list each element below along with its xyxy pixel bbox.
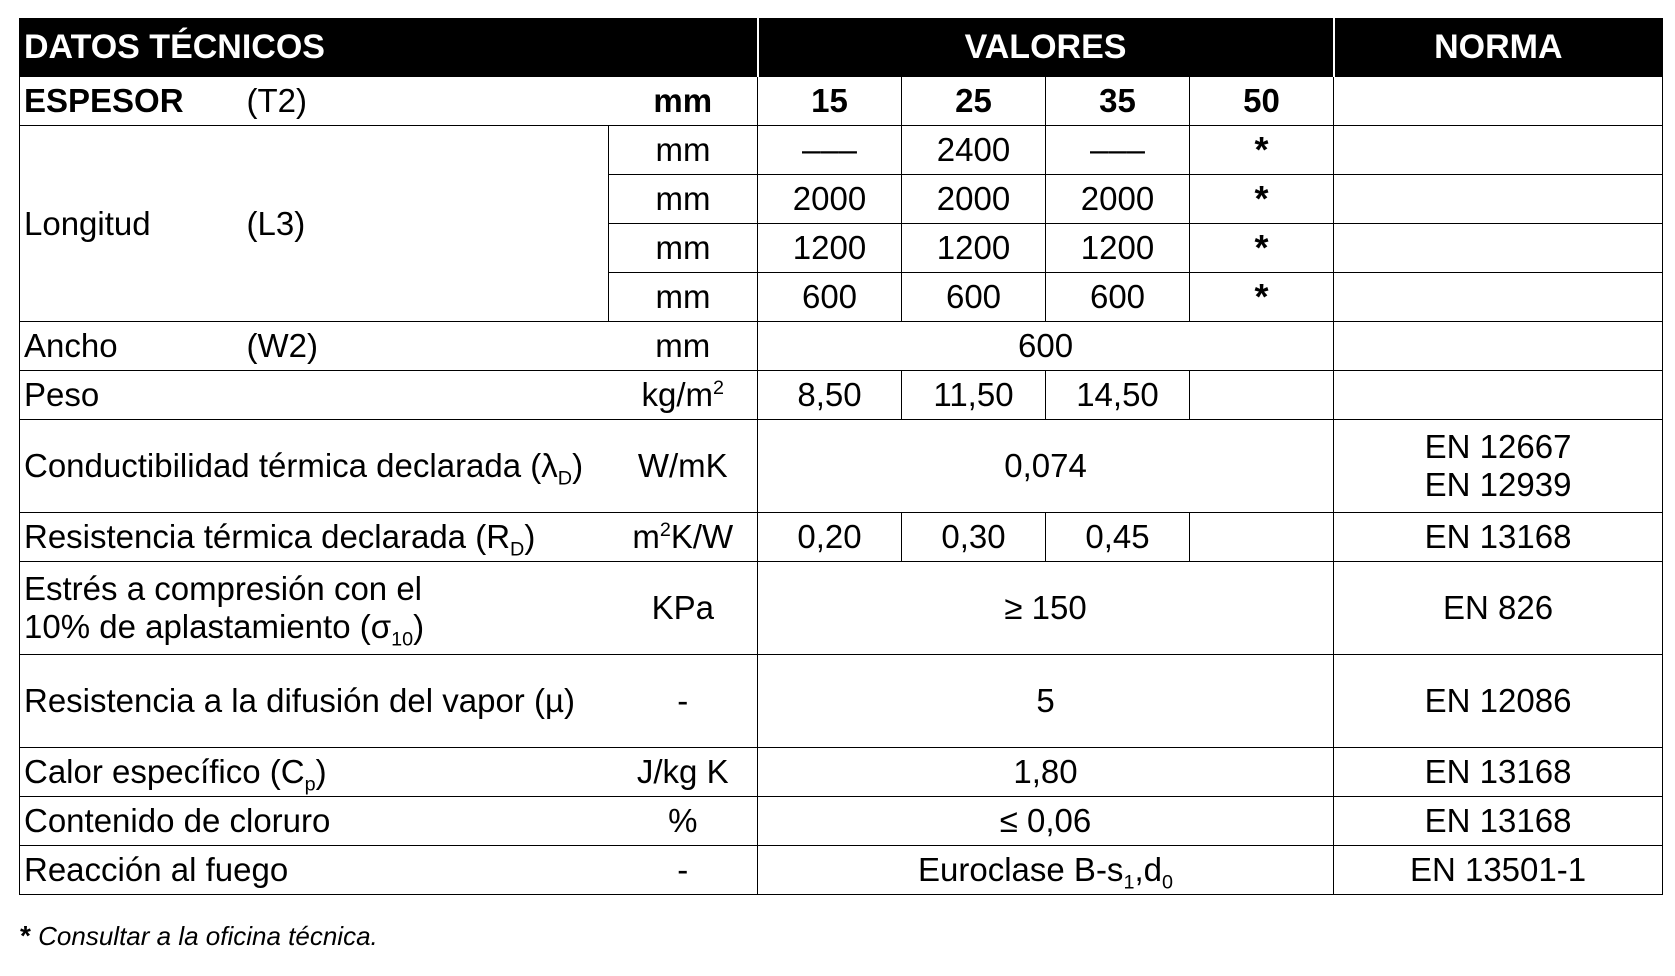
cloruro-label: Contenido de cloruro: [20, 797, 609, 846]
resistencia-termica-value: [1190, 513, 1334, 562]
longitud-value: 2400: [902, 126, 1046, 175]
compresion-label: Estrés a compresión con el 10% de aplastamiento $(\sigma_{10})$: [20, 562, 609, 655]
calor-label: Calor específico $(C_p)$: [20, 748, 609, 797]
technical-data-table: [19, 18, 1663, 895]
resistencia-termica-unit: $m^2K/W$: [609, 513, 758, 562]
longitud-code: (L3): [243, 126, 609, 322]
ancho-unit: mm: [609, 322, 758, 371]
longitud-value: *: [1190, 126, 1334, 175]
resistencia-termica-row: [20, 513, 1663, 562]
espesor-value: 35: [1046, 77, 1190, 126]
ancho-norma: [1334, 322, 1663, 371]
header-valores: VALORES: [758, 19, 1334, 77]
compresion-value: ≥ 150: [758, 562, 1334, 655]
resistencia-termica-value: 0,20: [758, 513, 902, 562]
compresion-norma: EN 826: [1334, 562, 1663, 655]
longitud-norma: [1334, 126, 1663, 175]
header-row: [20, 19, 1663, 77]
longitud-value: *: [1190, 175, 1334, 224]
ancho-code: (W2): [243, 322, 609, 371]
fuego-value: Euroclase $B-s_1,d_0$: [758, 846, 1334, 895]
conductibilidad-unit: W/mK: [609, 420, 758, 513]
peso-value: [1190, 371, 1334, 420]
longitud-value: 2000: [758, 175, 902, 224]
resistencia-termica-value: 0,30: [902, 513, 1046, 562]
longitud-norma: [1334, 273, 1663, 322]
longitud-value: *: [1190, 273, 1334, 322]
conductibilidad-norma: EN 12667 EN 12939: [1334, 420, 1663, 513]
longitud-value: 2000: [1046, 175, 1190, 224]
header-datos: DATOS TÉCNICOS: [20, 19, 758, 77]
vapor-row: [20, 655, 1663, 748]
fuego-unit: -: [609, 846, 758, 895]
espesor-unit: mm: [609, 77, 758, 126]
fuego-label: Reacción al fuego: [20, 846, 609, 895]
espesor-label: ESPESOR: [20, 77, 243, 126]
calor-unit: J/kg K: [609, 748, 758, 797]
conductibilidad-row: [20, 420, 1663, 513]
header-norma: NORMA: [1334, 19, 1663, 77]
resistencia-termica-value: 0,45: [1046, 513, 1190, 562]
longitud-unit: mm: [609, 273, 758, 322]
espesor-value: 25: [902, 77, 1046, 126]
peso-value: 8,50: [758, 371, 902, 420]
ancho-row: [20, 322, 1663, 371]
vapor-unit: -: [609, 655, 758, 748]
footnote-star: *: [20, 920, 31, 951]
calor-row: [20, 748, 1663, 797]
vapor-label: Resistencia a la difusión del vapor (µ): [20, 655, 609, 748]
footnote-text: Consultar a la oficina técnica.: [38, 921, 378, 951]
resistencia-termica-norma: EN 13168: [1334, 513, 1663, 562]
longitud-label: Longitud: [20, 126, 243, 322]
resistencia-termica-label: Resistencia térmica declarada $(R_D)$: [20, 513, 609, 562]
conductibilidad-value: 0,074: [758, 420, 1334, 513]
longitud-value: *: [1190, 224, 1334, 273]
fuego-row: [20, 846, 1663, 895]
fuego-norma: EN 13501-1: [1334, 846, 1663, 895]
espesor-norma: [1334, 77, 1663, 126]
longitud-value: –––: [1046, 126, 1190, 175]
peso-norma: [1334, 371, 1663, 420]
compresion-unit: KPa: [609, 562, 758, 655]
peso-value: 14,50: [1046, 371, 1190, 420]
compresion-row: [20, 562, 1663, 655]
calor-norma: EN 13168: [1334, 748, 1663, 797]
longitud-norma: [1334, 224, 1663, 273]
longitud-unit: mm: [609, 126, 758, 175]
peso-row: [20, 371, 1663, 420]
longitud-unit: mm: [609, 224, 758, 273]
espesor-code: (T2): [243, 77, 609, 126]
calor-value: 1,80: [758, 748, 1334, 797]
cloruro-row: [20, 797, 1663, 846]
conductibilidad-label: Conductibilidad térmica declarada $(\lambda_D)$: [20, 420, 609, 513]
peso-value: 11,50: [902, 371, 1046, 420]
peso-label: Peso: [20, 371, 609, 420]
longitud-unit: mm: [609, 175, 758, 224]
longitud-value: 2000: [902, 175, 1046, 224]
espesor-value: 50: [1190, 77, 1334, 126]
longitud-value: –––: [758, 126, 902, 175]
cloruro-value: ≤ 0,06: [758, 797, 1334, 846]
longitud-value: 600: [758, 273, 902, 322]
cloruro-norma: EN 13168: [1334, 797, 1663, 846]
vapor-value: 5: [758, 655, 1334, 748]
longitud-value: 1200: [902, 224, 1046, 273]
longitud-row: [20, 126, 1663, 175]
longitud-value: 1200: [1046, 224, 1190, 273]
cloruro-unit: %: [609, 797, 758, 846]
espesor-row: [20, 77, 1663, 126]
footnote: [20, 920, 378, 952]
espesor-value: 15: [758, 77, 902, 126]
longitud-value: 600: [1046, 273, 1190, 322]
ancho-label: Ancho: [20, 322, 243, 371]
longitud-norma: [1334, 175, 1663, 224]
longitud-value: 600: [902, 273, 1046, 322]
vapor-norma: EN 12086: [1334, 655, 1663, 748]
ancho-value: 600: [758, 322, 1334, 371]
peso-unit: $kg/m^2$: [609, 371, 758, 420]
longitud-value: 1200: [758, 224, 902, 273]
